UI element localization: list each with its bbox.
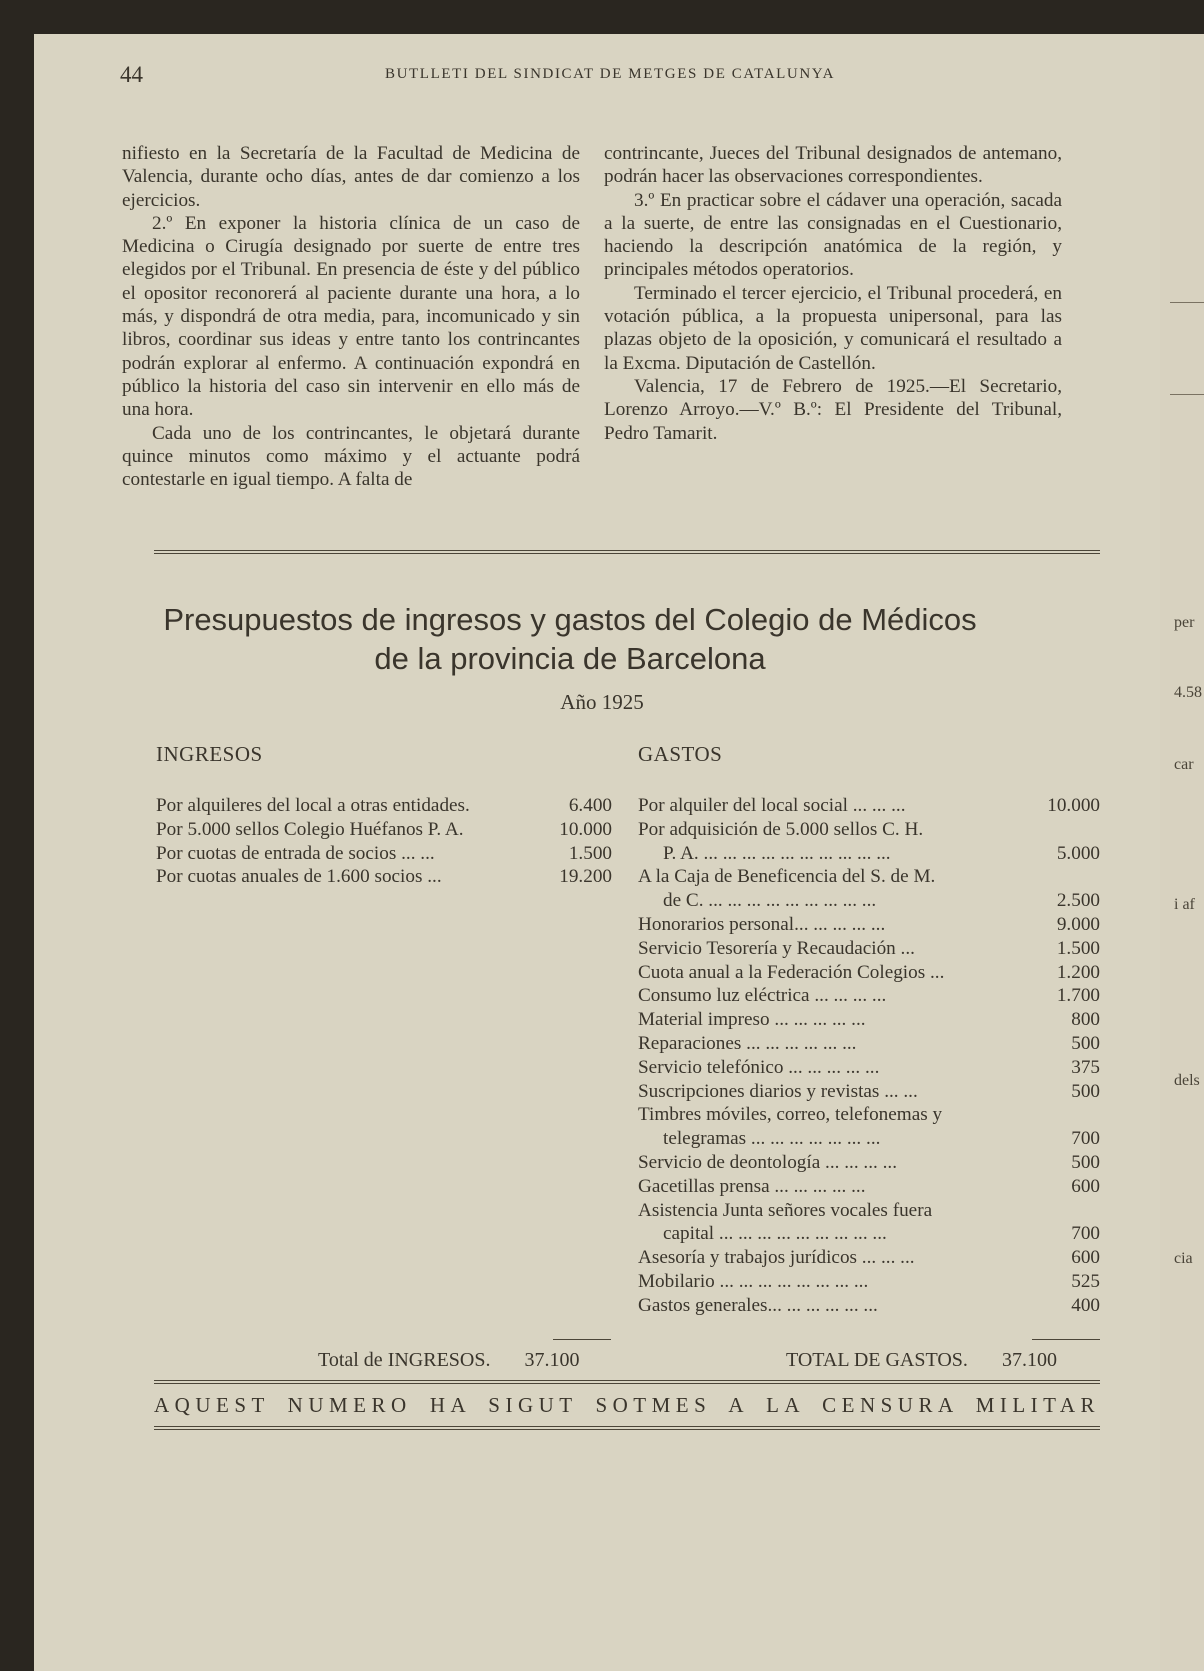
ingresos-list [156,794,612,889]
ledger-row [638,1103,1100,1127]
adjacent-fragment: per [1174,614,1195,631]
ledger-amount: 1.500 [568,842,612,864]
ledger-amount: 5.000 [1056,842,1100,864]
ledger-row [638,865,1100,889]
ledger-label: Asesoría y trabajos jurídicos ... ... ... [638,1247,915,1269]
ledger-label: P. A. ... ... ... ... ... ... ... ... ... ... [663,842,891,864]
ledger-label: Material impreso ... ... ... ... ... [638,1009,866,1031]
ledger-label: de C. ... ... ... ... ... ... ... ... ... [663,890,877,912]
ledger-amount: 500 [1071,1080,1100,1102]
ledger-row [638,889,1100,913]
adjacent-rule [1170,394,1204,395]
ledger-row [638,1151,1100,1175]
ledger-label: Servicio telefónico ... ... ... ... ... [638,1056,880,1078]
ledger-amount: 2.500 [1056,890,1100,912]
total-gastos [786,1349,1057,1372]
ledger-amount: 525 [1071,1270,1100,1292]
ledger-amount: 400 [1071,1294,1100,1316]
ledger-amount: 375 [1071,1056,1100,1078]
ledger-amount: 800 [1071,1009,1100,1031]
paragraph: Terminado el tercer ejercicio, el Tribunal procederá, en votación pública, a la propuesta unipersonal, para las plazas objeto de la oposición, y comunicará el resultado a la Excma. Diputación de Castellón. [604,282,1062,374]
budget-title-line: de la provincia de Barcelona [374,641,766,676]
total-ingresos [318,1349,579,1372]
left-text-column [122,142,580,491]
ledger-row [638,1127,1100,1151]
paragraph: contrincante, Jueces del Tribunal designados de antemano, podrán hacer las observaciones correspondientes. [604,143,1062,188]
ledger-label: telegramas ... ... ... ... ... ... ... [663,1128,881,1150]
ledger-amount: 600 [1071,1175,1100,1197]
ledger-amount: 700 [1071,1128,1100,1150]
total-gastos-value: 37.100 [1001,1349,1057,1371]
adjacent-page-strip [1160,34,1204,1671]
censorship-notice: AQUEST NUMERO HA SIGUT SOTMES A LA CENSURA MILITAR [154,1393,1100,1417]
adjacent-rule [1170,302,1204,303]
ledger-row [156,818,612,842]
budget-title [150,600,990,678]
ledger-row [638,937,1100,961]
budget-year: Año 1925 [560,690,644,714]
ledger-row [638,1056,1100,1080]
ledger-amount: 9.000 [1056,913,1100,935]
ledger-amount: 10.000 [1047,795,1100,816]
ledger-row [638,794,1100,818]
ledger-label: Gastos generales... ... ... ... ... ... [638,1294,878,1316]
adjacent-fragment: i af [1174,896,1195,913]
ledger-row [638,1270,1100,1294]
ingresos-heading: INGRESOS [156,742,263,766]
ledger-row [638,984,1100,1008]
ledger-row [638,913,1100,937]
paragraph: Cada uno de los contrincantes, le objetará durante quince minutos como máximo y el actuante podrá contestarle en igual tiempo. A falta de [122,422,580,491]
ledger-row [156,842,612,866]
ledger-row [638,961,1100,985]
running-title: BUTLLETI DEL SINDICAT DE METGES DE CATALUNYA [385,66,835,82]
total-ingresos-value: 37.100 [524,1349,580,1371]
ledger-row [638,1199,1100,1223]
budget-title-line: Presupuestos de ingresos y gastos del Colegio de Médicos [163,602,977,637]
ledger-amount: 1.700 [1056,985,1100,1007]
gastos-heading: GASTOS [638,742,723,766]
adjacent-fragment: car [1174,756,1194,773]
notice-rule-top [154,1380,1100,1384]
ledger-row [156,865,612,889]
total-ingresos-label: Total de INGRESOS. [318,1349,491,1371]
adjacent-fragment: dels [1174,1072,1200,1089]
ledger-amount: 1.200 [1056,961,1100,983]
ledger-row [638,1080,1100,1104]
adjacent-fragment: cia [1174,1250,1193,1267]
ledger-row [638,842,1100,866]
ledger-label: Mobilario ... ... ... ... ... ... ... ... [638,1270,869,1292]
ledger-label: Por cuotas de entrada de socios ... ... [156,842,435,864]
adjacent-fragment: 4.58 [1174,684,1202,701]
ledger-label: Por cuotas anuales de 1.600 socios ... [156,866,442,888]
page-header [120,62,1100,92]
ledger-label: Consumo luz eléctrica ... ... ... ... [638,985,887,1007]
ledger-label: Por alquileres del local a otras entidades. [156,795,470,816]
sum-line [1032,1339,1100,1340]
ledger-amount: 700 [1071,1223,1100,1245]
ledger-row [156,794,612,818]
ledger-label: Reparaciones ... ... ... ... ... ... [638,1032,857,1054]
ledger-label: Suscripciones diarios y revistas ... ... [638,1080,918,1102]
ledger-amount: 500 [1071,1032,1100,1054]
ledger-row [638,1222,1100,1246]
total-gastos-label: TOTAL DE GASTOS. [786,1349,968,1371]
ledger-label: Honorarios personal... ... ... ... ... [638,913,886,935]
paragraph: Valencia, 17 de Febrero de 1925.—El Secretario, Lorenzo Arroyo.—V.º B.º: El Presidente del Tribunal, Pedro Tamarit. [604,375,1062,444]
ledger-row [638,818,1100,842]
right-text-column [604,142,1062,445]
paragraph: 2.º En exponer la historia clínica de un caso de Medicina o Cirugía designado por suerte de entre tres elegidos por el Tribunal. En presencia de éste y del público el opositor reconorerá al paciente durante una hora, a lo más, y dispondrá de otra media, para, incomunicado y sin libros, coordinar sus ideas y entre tanto los contrincantes podrán explorar al enfermo. A continuación expondrá en público la historia del caso sin intervenir en ello más de una hora. [122,212,580,421]
ledger-amount: 500 [1071,1151,1100,1173]
ledger-amount: 10.000 [559,818,612,840]
ledger-amount: 1.500 [1056,937,1100,959]
ledger-amount: 600 [1071,1247,1100,1269]
ledger-label: Por 5.000 sellos Colegio Huéfanos P. A. [156,818,464,840]
ledger-amount: 19.200 [559,866,612,888]
section-divider [154,550,1100,554]
page-number: 44 [120,62,143,87]
gastos-list [638,794,1100,1318]
sum-line [553,1339,611,1340]
ledger-row [638,1175,1100,1199]
ledger-label: Servicio de deontología ... ... ... ... [638,1151,897,1173]
ledger-label: Gacetillas prensa ... ... ... ... ... [638,1175,866,1197]
ledger-row [638,1246,1100,1270]
ledger-label: Servicio Tesorería y Recaudación ... [638,937,915,959]
notice-rule-bottom [154,1426,1100,1430]
ledger-label: Cuota anual a la Federación Colegios ... [638,961,945,983]
ledger-label: A la Caja de Beneficencia del S. de M. [638,866,936,888]
ledger-label: Timbres móviles, correo, telefonemas y [638,1104,943,1126]
paragraph: 3.º En practicar sobre el cádaver una operación, sacada a la suerte, de entre las consignadas en el Cuestionario, haciendo la descripción anatómica de la región, y principales métodos operatorios. [604,189,1062,281]
ledger-label: Asistencia Junta señores vocales fuera [638,1199,933,1221]
ledger-label: capital ... ... ... ... ... ... ... ... ... [663,1223,887,1245]
ledger-amount: 6.400 [568,795,612,816]
ledger-label: Por adquisición de 5.000 sellos C. H. [638,818,924,840]
paragraph: nifiesto en la Secretaría de la Facultad de Medicina de Valencia, durante ocho días, antes de dar comienzo a los ejercicios. [122,143,580,211]
ledger-label: Por alquiler del local social ... ... ... [638,795,906,816]
ledger-row [638,1032,1100,1056]
ledger-row [638,1008,1100,1032]
ledger-row [638,1294,1100,1318]
